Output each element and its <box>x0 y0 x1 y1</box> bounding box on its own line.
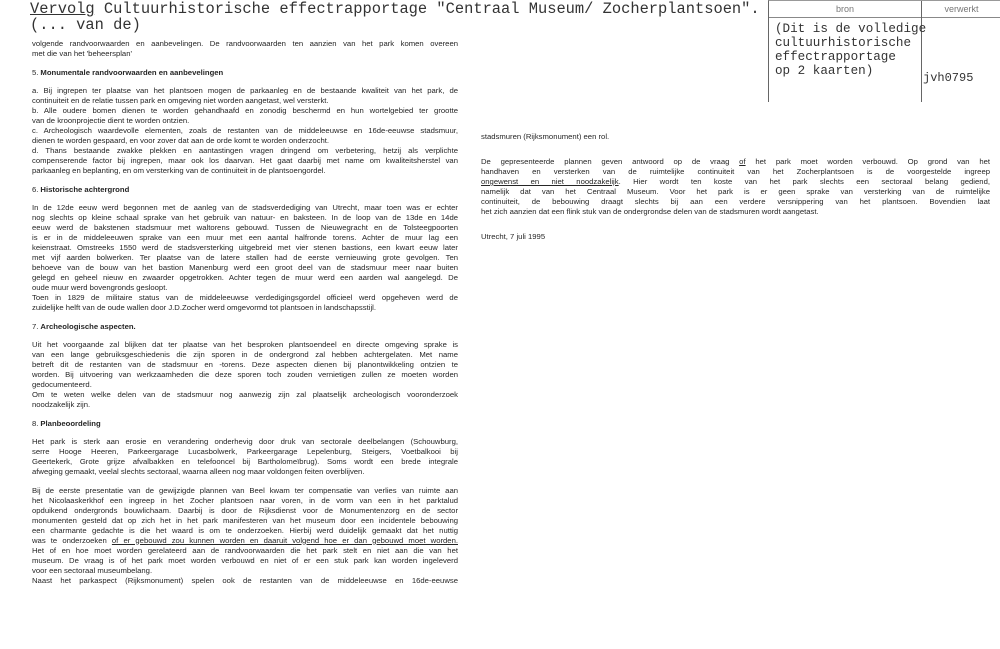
section-heading <box>32 322 136 332</box>
section-title: Planbeoordeling <box>40 418 101 428</box>
underlined-text: ongewenst en niet noodzakelijk <box>481 177 619 186</box>
section-number: 7. <box>32 321 39 331</box>
text-line: van de kroonprojectie dient te worden ontzien. <box>32 116 190 125</box>
text-line: Het of en hoe moet worden gerelateerd aan de randvoorwaarden die het park stelt en niet aan die van het <box>32 545 458 555</box>
text-line <box>32 536 458 546</box>
text-line: noodzakelijk zijn. <box>32 400 91 409</box>
text-line: dienen te worden gespaard, en voor zover dat aan de orde komt te worden onderzocht. <box>32 136 330 145</box>
stamp-note-line: cultuurhistorische <box>775 36 912 50</box>
text-segment: het park moet worden verbouwd. Op grond van het <box>745 157 991 166</box>
section-heading <box>32 419 101 429</box>
text-line: is er in de middeleeuwen sprake van een muur met een aantal halfronde torens. Achter de muur lag een <box>32 233 458 242</box>
section-heading <box>32 185 129 195</box>
section-title: Archeologische aspecten. <box>40 321 136 331</box>
text-line: Utrecht, 7 juli 1995 <box>481 232 546 241</box>
title-line2: (... van de) <box>30 16 141 34</box>
text-line: het Nicolaaskerkhof een ingreep in het Zocher plantsoen naar voren, in de vorm van een in het parktalud <box>32 495 458 505</box>
text-line: In de 12de eeuw werd begonnen met de aanleg van de stadsverdediging van Utrecht, maar toen was er echter <box>32 203 458 212</box>
underlined-text: of er gebouwd zou kunnen worden en daaruit volgend hoe er dan gebouwd moet worden. <box>111 535 458 545</box>
text-line: monumenten gesteld dat op zich het in het park manifesteren van het museum door een incidentele bebouwing <box>32 515 458 525</box>
stamp-note-line: (Dit is de volledige <box>775 22 927 36</box>
section-heading <box>32 68 223 78</box>
text-line: gelegd en geheel nieuw en zwaarder opgetrokken. Achter tegen de muur werd een aarden wal aangelegd. De <box>32 273 458 282</box>
text-segment: was te onderzoeken <box>32 535 112 545</box>
text-line: d. Thans bestaande zwakke plekken en aantastingen vragen dringend om verbetering, hetzij als verplichte <box>32 146 458 155</box>
left-column <box>32 0 458 649</box>
text-line: handhaven en versterken van de ruimtelijke continuiteit van het Zocherplantsoen is de voorgestelde ingreep <box>481 167 990 176</box>
text-line: Uit het voorgaande zal blijken dat ter plaatse van het besproken plantsoendeel en directe omgeving sprake is <box>32 340 458 349</box>
section-number: 5. <box>32 67 39 77</box>
text-line: een charmante gedachte is die het waard is om te onderzoeken. Hierbij werd duidelijk gemaakt dat het nuttig <box>32 525 458 535</box>
text-line: voor een sectoraal museumbelang. <box>32 565 153 575</box>
text-line: afweging gemaakt, veelal slechts sectoraal, waarna alleen nog maar voldongen feiten overblijven. <box>32 467 365 476</box>
text-line: continuiteit en de relatie tussen park en omgeving niet worden aangetast, wel versterkt. <box>32 96 329 105</box>
text-line: eeuw werd de bakstenen stadsmuur met waltorens gebouwd. Tussen de Nieuwegracht en de Tolsteegpoorten <box>32 223 458 232</box>
right-column <box>481 0 990 649</box>
text-line: Toen in 1829 de militaire status van de middeleeuwse verdedigingsgordel officieel werd opgeheven werd de <box>32 293 458 302</box>
section-number: 8. <box>32 418 39 428</box>
text-line: Geertekerk, Grote grijze afvalbakken en telefooncel bij Bartholomeïbrug). Soms wordt een brede integrale <box>32 457 458 466</box>
text-line: volgende randvoorwaarden en aanbevelingen. De randvoorwaarden ten aanzien van het park komen overeen <box>32 39 458 48</box>
section-title: Monumentale randvoorwaarden en aanbevelingen <box>40 67 224 77</box>
text-line: het zich aanzien dat een flink stuk van de ondergrondse delen van de stadsmuren wordt aangetast. <box>481 207 819 216</box>
text-line: museum. De vraag is of het park moet worden verbouwd en niet of er een stuk park kan worden ingeleverd <box>32 555 458 565</box>
text-line: Bij de eerste presentatie van de gewijzigde plannen van Beel kwam ter compensatie van verlies van ruimte aan <box>32 485 458 495</box>
text-line: keienstraat. Omstreeks 1550 werd de stadsversterking uitgebreid met vier stenen bastions, een kwart eeuw later <box>32 243 458 252</box>
title-vervolg: Vervolg <box>30 0 95 18</box>
text-line: opduikend ondergronds bouwlichaam. Daarbij is door de Rijksdienst voor de Monumentenzorg en de sector <box>32 505 458 515</box>
text-segment: . Hier wordt ten koste van het park slechts een sectoraal belang gediend, <box>618 177 990 186</box>
text-line: oude muur werd bovengronds gesloopt. <box>32 283 168 292</box>
stamp-note-line: op 2 kaarten) <box>775 64 874 78</box>
text-line: Naast het parkaspect (Rijksmonument) spelen ook de restanten van de middeleeuwse en 16de-eeuwse <box>32 575 458 585</box>
section-title: Historische achtergrond <box>40 184 130 194</box>
text-line: parkaanleg en beplanting, en om versterking van de continuiteit in de plantsoengordel. <box>32 166 326 175</box>
text-line: zuidelijke helft van de oude wallen door J.D.Zocher werd omgevormd tot plantsoen in landschapsstijl. <box>32 303 376 312</box>
text-line: nog slechts op kleine schaal sprake van het gebruik van natuur- en baksteen. In de loop van de 13de en 14de <box>32 213 458 222</box>
text-line <box>481 157 990 167</box>
text-line: met vijf aarden bolwerken. Ter plaatse van de latere stallen had de eerste vernieuwing grote gevolgen. Ten <box>32 253 458 262</box>
text-line: namelijk dat van het Centraal Museum. Voor het park is er geen sprake van versterking van de ruimtelijke <box>481 187 990 196</box>
text-line: worden. Bij uitvoering van werkzaamheden die deze sporen toch zouden vernietigen zullen ze moeten worden <box>32 370 458 379</box>
text-line: continuiteit, de bebouwing draagt slechts bij aan een verdere versnippering van het plantsoen. Bovendien laat <box>481 197 990 206</box>
section-number: 6. <box>32 184 39 194</box>
text-line <box>481 177 990 187</box>
stamp-note-line: effectrapportage <box>775 50 896 64</box>
underlined-text: of <box>739 157 746 166</box>
text-line: serre Hooge Heeren, Parkeergarage Lucasbolwerk, Parkeergarage Lepelenburg, Steigers, Voetbalkooi bij <box>32 447 458 456</box>
text-line: b. Alle oudere bomen dienen te worden gehandhaafd en zonodig beschermd en hun wortelgebied ter grootte <box>32 106 458 115</box>
text-line: Het park is sterk aan erosie en verandering onderhevig door druk van sectorale deelbelangen (Schouwburg, <box>32 437 458 446</box>
text-line: van een lange gebruiksgeschiedenis die zijn sporen in de ondergrond zal hebben achtergelaten. Met name <box>32 350 458 359</box>
text-line: met die van het 'beheersplan' <box>32 49 132 58</box>
title-text: Cultuurhistorische effectrapportage "Centraal Museum/ Zocherplantsoen". <box>94 0 760 18</box>
text-line: betreft dit de restanten van de stadsmuur en -torens. Deze aspecten dienen bij planontwikkeling ontzien te <box>32 360 458 369</box>
stamp-code: jvh0795 <box>923 71 974 85</box>
text-line: stadsmuren (Rijksmonument) een rol. <box>481 132 610 141</box>
text-line: compenserende factor bij ingrepen, maar ook los daarvan. Het gaat daarbij met name om kwaliteitsherstel van <box>32 156 458 165</box>
text-line: behoeve van de bouw van het bastion Manenburg werd een groot deel van de stadsmuur meer naar buiten <box>32 263 458 272</box>
text-line: a. Bij ingrepen ter plaatse van het plantsoen mogen de parkaanleg en de bestaande kwaliteit van het park, de <box>32 86 458 95</box>
text-line: Om te weten welke delen van de stadsmuur nog aanwezig zijn zal plaatselijk archeologisch vooronderzoek <box>32 390 458 399</box>
text-segment: De gepresenteerde plannen geven antwoord op de vraag <box>481 157 740 166</box>
stamp-col-verwerkt: verwerkt <box>944 4 979 14</box>
stamp-col-bron: bron <box>835 4 854 14</box>
text-line: gedocumenteerd. <box>32 380 92 389</box>
text-line: c. Archeologisch waardevolle elementen, zoals de restanten van de middeleeuwse en 16de-eeuwse stadsmuur, <box>32 126 458 135</box>
